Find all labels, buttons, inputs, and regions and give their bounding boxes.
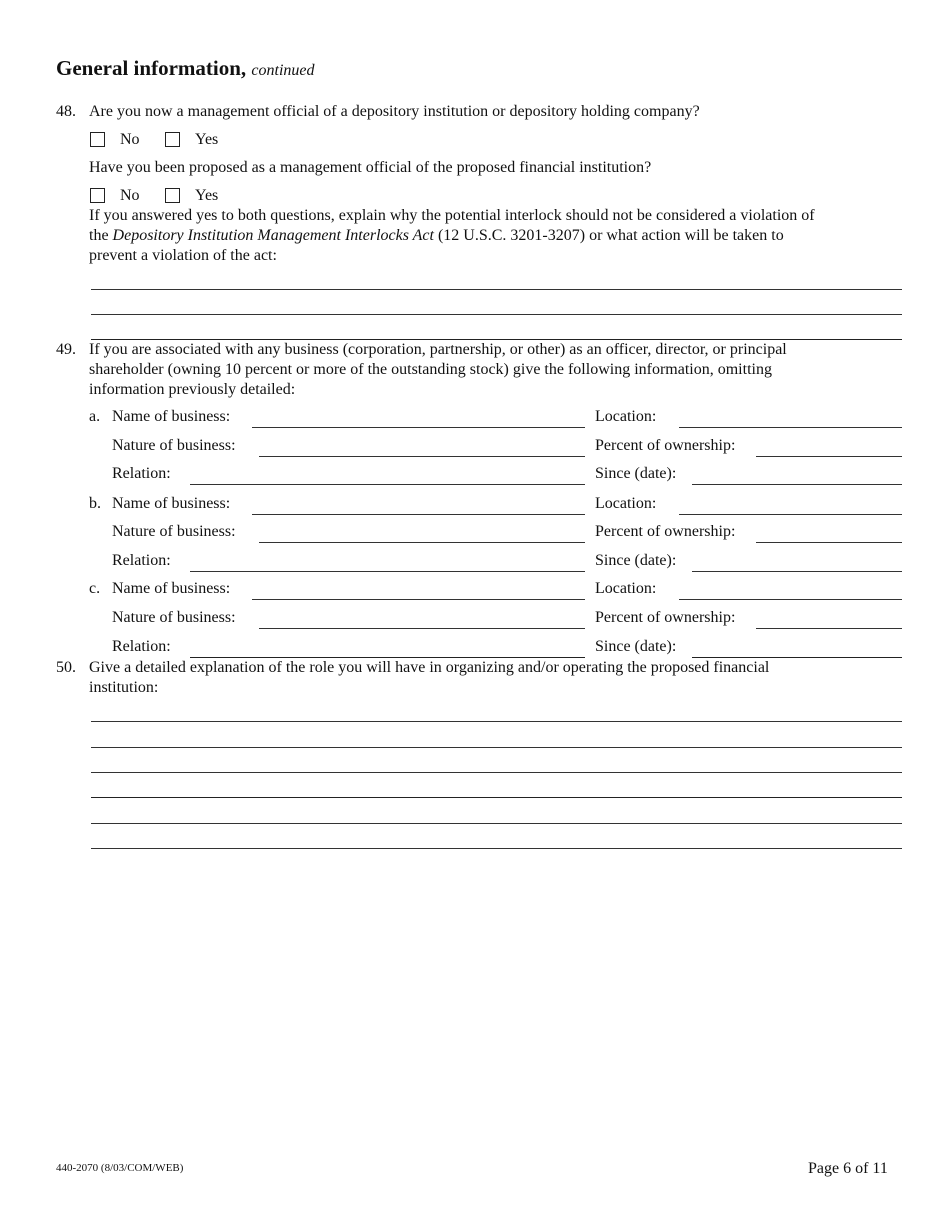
q49-entry-b-percent-label: Percent of ownership: <box>595 523 736 540</box>
q49-question: If you are associated with any business (corporation, partnership, or other) as an officer, director, or principal shareholder (owning 10 percent or more of the outstanding stock) give the following information, omitting information previously detailed: <box>89 341 787 398</box>
q50-question: Give a detailed explanation of the role you will have in organizing and/or operating the proposed financial institution: <box>89 659 770 696</box>
q49-entry-c-relation-label: Relation: <box>112 638 171 655</box>
q49-entry-b-since-field[interactable] <box>692 571 902 572</box>
page-title <box>56 58 314 81</box>
q48-no-checkbox[interactable] <box>90 132 105 147</box>
q49-entry-c-percent-label: Percent of ownership: <box>595 609 736 626</box>
q50-number: 50. <box>56 659 76 676</box>
q48-yes-checkbox[interactable] <box>165 132 180 147</box>
page-title-continued: continued <box>251 62 315 79</box>
q50-answer-line-6[interactable] <box>91 848 902 849</box>
q49-entry-c-since-label: Since (date): <box>595 638 677 655</box>
q49-entry-c-location-label: Location: <box>595 580 657 597</box>
q48-explain-part1: If you answered yes to both questions, explain why the potential interlock should not be considered a violation of the <box>89 207 815 244</box>
q48-explain-act: Depository Institution Management Interlocks Act <box>112 227 434 244</box>
q49-entry-c-name-field[interactable] <box>252 599 585 600</box>
q48b-no-label: No <box>120 187 140 204</box>
q49-entry-b-letter: b. <box>89 495 101 512</box>
q49-entry-a-letter: a. <box>89 408 101 425</box>
q49-entry-a-nature-field[interactable] <box>259 456 585 457</box>
q49-entry-a-nature-label: Nature of business: <box>112 437 236 454</box>
q49-entry-b-name-field[interactable] <box>252 514 585 515</box>
q49-entry-b-location-label: Location: <box>595 495 657 512</box>
q49-entry-a-location-field[interactable] <box>679 427 902 428</box>
q49-entry-a-location-label: Location: <box>595 408 657 425</box>
q50-answer-line-2[interactable] <box>91 747 902 748</box>
q49-number: 49. <box>56 341 76 358</box>
q48-answer-line-2[interactable] <box>91 314 902 315</box>
q48-yes-label: Yes <box>195 131 219 148</box>
q49-entry-a-since-field[interactable] <box>692 484 902 485</box>
q48-question: Are you now a management official of a depository institution or depository holding company? <box>89 103 700 120</box>
q49-entry-c-location-field[interactable] <box>679 599 902 600</box>
q49-entry-b-since-label: Since (date): <box>595 552 677 569</box>
q48-explain-part2: (12 U.S.C. 3201-3207) or what action will be taken to prevent a violation of the act: <box>89 227 784 264</box>
q49-entry-b-name-label: Name of business: <box>112 495 231 512</box>
q50-answer-line-4[interactable] <box>91 797 902 798</box>
q48-no-label: No <box>120 131 140 148</box>
q49-entry-b-relation-label: Relation: <box>112 552 171 569</box>
q48-answer-line-1[interactable] <box>91 289 902 290</box>
q49-entry-c-letter: c. <box>89 580 101 597</box>
q49-entry-a-relation-label: Relation: <box>112 465 171 482</box>
q48-question-2: Have you been proposed as a management official of the proposed financial institution? <box>89 159 652 176</box>
q49-entry-a-relation-field[interactable] <box>190 484 585 485</box>
q48b-no-checkbox[interactable] <box>90 188 105 203</box>
form-id: 440-2070 (8/03/COM/WEB) <box>56 1162 184 1174</box>
q49-entry-a-name-field[interactable] <box>252 427 585 428</box>
q49-entry-b-nature-label: Nature of business: <box>112 523 236 540</box>
q49-entry-b-relation-field[interactable] <box>190 571 585 572</box>
q50-answer-line-3[interactable] <box>91 772 902 773</box>
q49-entry-c-name-label: Name of business: <box>112 580 231 597</box>
q49-entry-a-percent-label: Percent of ownership: <box>595 437 736 454</box>
q49-entry-a-percent-field[interactable] <box>756 456 902 457</box>
page-title-text: General information, <box>56 56 247 80</box>
q49-entry-b-nature-field[interactable] <box>259 542 585 543</box>
q49-entry-c-percent-field[interactable] <box>756 628 902 629</box>
q49-entry-b-location-field[interactable] <box>679 514 902 515</box>
q48-explain-text <box>89 206 819 266</box>
q49-entry-a-since-label: Since (date): <box>595 465 677 482</box>
q50-answer-line-1[interactable] <box>91 721 902 722</box>
q48b-yes-checkbox[interactable] <box>165 188 180 203</box>
q49-entry-a-name-label: Name of business: <box>112 408 231 425</box>
q48-number: 48. <box>56 103 76 120</box>
q48b-yes-label: Yes <box>195 187 219 204</box>
q49-entry-c-nature-field[interactable] <box>259 628 585 629</box>
q49-entry-b-percent-field[interactable] <box>756 542 902 543</box>
q49-entry-c-nature-label: Nature of business: <box>112 609 236 626</box>
page-number: Page 6 of 11 <box>808 1160 888 1177</box>
q50-answer-line-5[interactable] <box>91 823 902 824</box>
